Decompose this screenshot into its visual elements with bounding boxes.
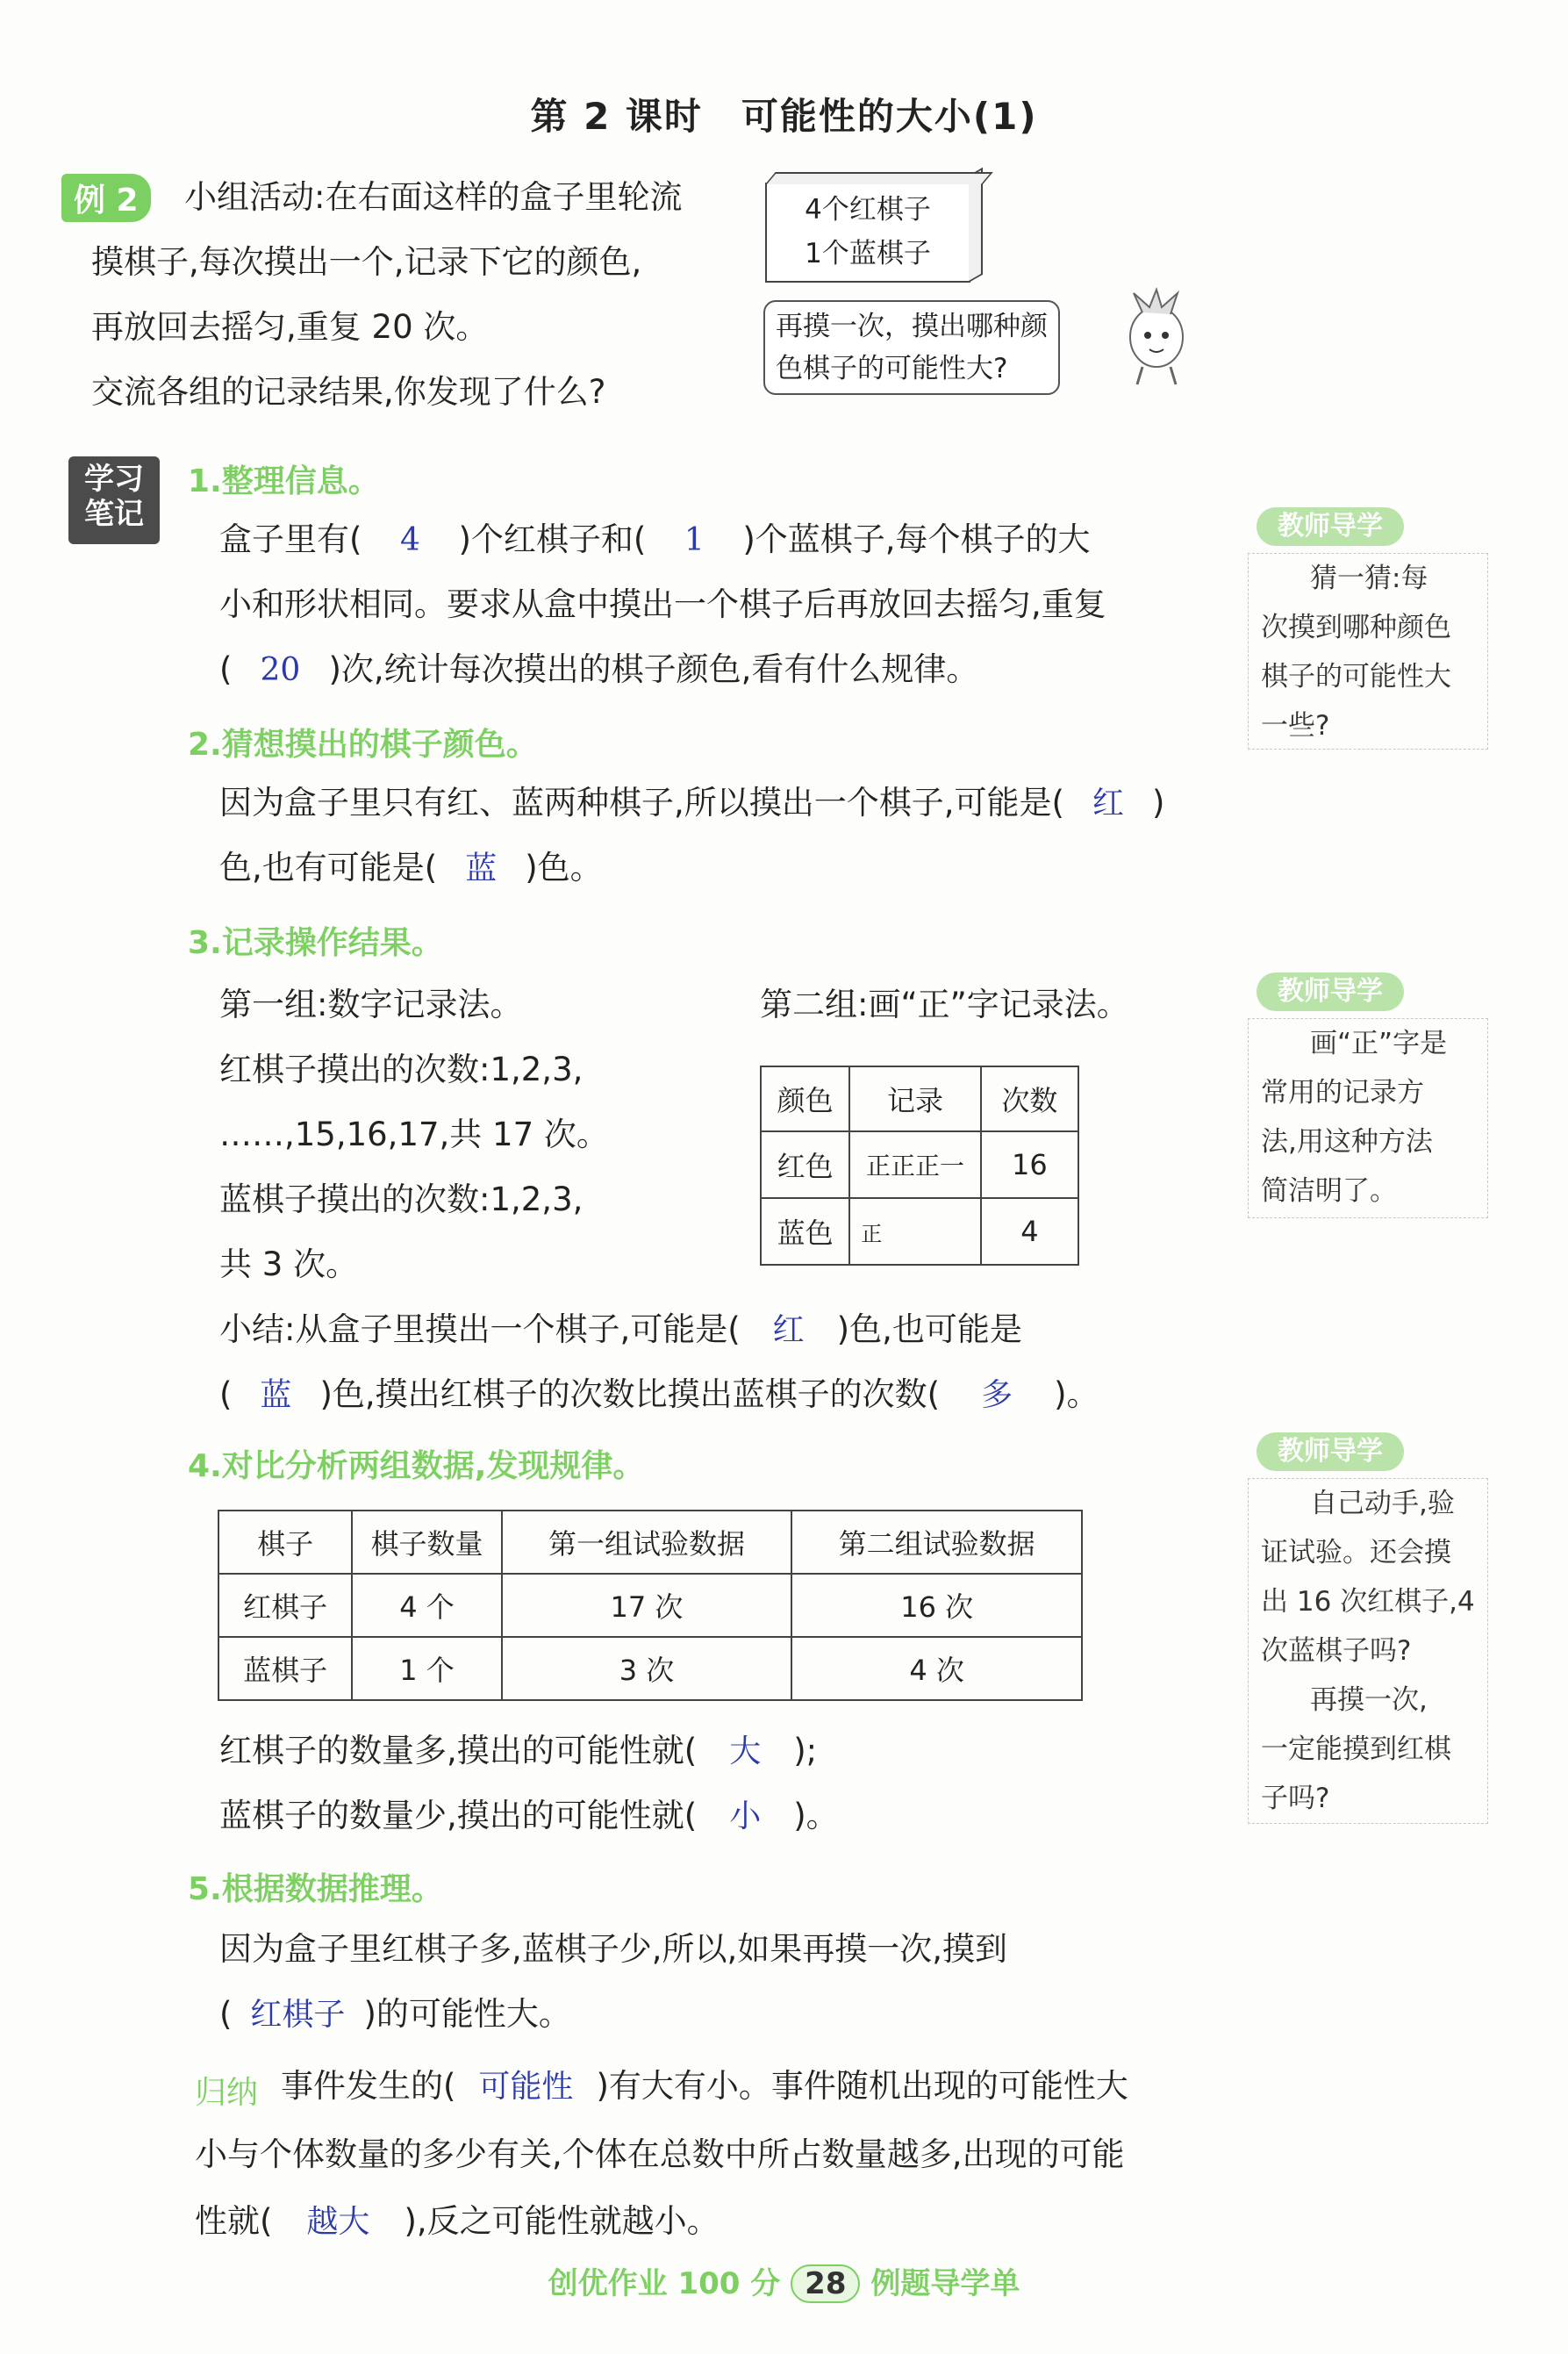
sidebar-2-line: 常用的记录方	[1261, 1077, 1424, 1109]
summary-text: )有大有小。事件随机出现的可能性大	[596, 2067, 1128, 2105]
s1-line-1	[219, 507, 1091, 573]
group-2-label: 第二组:画“正”字记录法。	[760, 986, 1129, 1023]
answer-red: 红	[772, 1312, 805, 1348]
sidebar-tag-1: 教师导学	[1257, 507, 1404, 546]
mascot-icon	[1107, 286, 1204, 391]
s5-text: (	[219, 1995, 233, 2033]
sidebar-box-1	[1248, 553, 1488, 750]
tally-cell: 正	[849, 1198, 980, 1265]
sidebar-3-line: 次蓝棋子吗?	[1261, 1635, 1412, 1667]
tally-cell: 4	[981, 1198, 1078, 1265]
s1-line-2: 小和形状相同。要求从盒中摸出一个棋子后再放回去摇匀,重复	[219, 585, 1106, 623]
tally-header-color: 颜色	[761, 1066, 849, 1131]
s1-line-3	[219, 637, 978, 703]
footer-left: 创优作业 100 分	[548, 2266, 781, 2301]
tally-cell: 16	[981, 1131, 1078, 1198]
tally-cell: 红色	[761, 1131, 849, 1198]
tally-cell: 蓝色	[761, 1198, 849, 1265]
s1-text: (	[219, 650, 233, 688]
s4-text: 蓝棋子的数量少,摸出的可能性就(	[219, 1797, 698, 1834]
sidebar-3-line: 自己动手,验	[1310, 1488, 1455, 1519]
s2-line-1	[219, 771, 1164, 836]
example-line-1: 小组活动:在右面这样的盒子里轮流	[184, 178, 683, 216]
box-top	[765, 172, 993, 184]
s3-text: )色,也可能是	[836, 1310, 1022, 1348]
summary-line-1	[281, 2054, 1128, 2120]
s4-text: 红棋子的数量多,摸出的可能性就(	[219, 1732, 698, 1769]
answer-more: 多	[981, 1377, 1013, 1413]
compare-table	[218, 1510, 1083, 1701]
section-2-head: 2.猜想摸出的棋子颜色。	[188, 727, 538, 763]
sidebar-2-line: 简洁明了。	[1261, 1175, 1397, 1207]
section-5-head: 5.根据数据推理。	[188, 1871, 443, 1907]
s2-text: )	[1151, 784, 1165, 822]
summary-line-2: 小与个体数量的多少有关,个体在总数中所占数量越多,出现的可能	[195, 2135, 1125, 2173]
answer-blue-count: 1	[684, 522, 705, 558]
sidebar-3-line: 出 16 次红棋子,4	[1261, 1586, 1475, 1618]
sidebar-3-line: 再摸一次,	[1310, 1684, 1428, 1716]
s2-text: 色,也有可能是(	[219, 849, 438, 886]
tally-cell: 正正正一	[849, 1131, 980, 1198]
footer	[0, 2259, 1568, 2303]
study-notes-tag	[68, 456, 160, 544]
notes-tag-line-2: 笔记	[84, 497, 144, 532]
box-line-red: 4个红棋子	[805, 194, 931, 226]
sidebar-box-3	[1248, 1478, 1488, 1824]
compare-cell: 4 次	[791, 1637, 1082, 1700]
summary-text: 性就(	[195, 2202, 273, 2240]
box-line-blue: 1个蓝棋子	[805, 238, 931, 269]
s4-text: );	[793, 1732, 818, 1769]
answer-possibility: 可能性	[478, 2069, 574, 2105]
s3-text: (	[219, 1375, 233, 1413]
example-line-3: 再放回去摇匀,重复 20 次。	[91, 308, 489, 346]
s1-text: )个蓝棋子,每个棋子的大	[742, 520, 1091, 558]
compare-cell: 4 个	[352, 1574, 501, 1637]
answer-red-count: 4	[399, 522, 420, 558]
s5-line-1: 因为盒子里红棋子多,蓝棋子少,所以,如果再摸一次,摸到	[219, 1930, 1008, 1968]
compare-cell: 17 次	[502, 1574, 792, 1637]
answer-big: 大	[729, 1733, 762, 1769]
sidebar-3-line: 证试验。还会摸	[1261, 1537, 1451, 1568]
example-line-2: 摸棋子,每次摸出一个,记录下它的颜色,	[91, 243, 642, 281]
bubble-line-2: 色棋子的可能性大?	[776, 353, 1008, 384]
tally-table	[760, 1066, 1079, 1266]
sidebar-2-line: 法,用这种方法	[1261, 1126, 1433, 1158]
box-side	[969, 168, 983, 283]
compare-cell: 1 个	[352, 1637, 501, 1700]
summary-line-3	[195, 2189, 720, 2255]
sidebar-3-line: 子吗?	[1261, 1783, 1330, 1814]
s1-text: )个红棋子和(	[458, 520, 647, 558]
sidebar-box-2	[1248, 1018, 1488, 1218]
sidebar-1-line: 棋子的可能性大	[1261, 661, 1451, 693]
s3-summary-line-1	[219, 1297, 1022, 1363]
summary-tag: 归纳	[195, 2075, 259, 2111]
blue-count-line-1: 蓝棋子摸出的次数:1,2,3,	[219, 1181, 584, 1218]
s5-line-2	[219, 1982, 571, 2048]
answer-red-chess: 红棋子	[250, 1997, 346, 2033]
tally-header-record: 记录	[849, 1066, 980, 1131]
s2-text: )色。	[525, 849, 603, 886]
s3-summary-line-2	[219, 1362, 1099, 1428]
s1-text: 盒子里有(	[219, 520, 362, 558]
sidebar-1-line: 次摸到哪种颜色	[1261, 612, 1451, 643]
compare-header: 棋子数量	[352, 1511, 501, 1574]
s3-text: )色,摸出红棋子的次数比摸出蓝棋子的次数(	[319, 1375, 941, 1413]
page-number: 28	[791, 2264, 860, 2303]
sidebar-1-line: 一些?	[1261, 710, 1330, 742]
answer-repeat: 20	[260, 652, 301, 688]
sidebar-tag-3: 教师导学	[1257, 1432, 1404, 1471]
summary-text: ),反之可能性就越小。	[404, 2202, 720, 2240]
sidebar-3-line: 一定能摸到红棋	[1261, 1733, 1451, 1765]
example-tag: 例 2	[61, 174, 151, 222]
compare-cell: 红棋子	[218, 1574, 352, 1637]
bubble-line-1: 再摸一次，摸出哪种颜	[776, 311, 1048, 342]
s3-text: 小结:从盒子里摸出一个棋子,可能是(	[219, 1310, 741, 1348]
blue-count-line-2: 共 3 次。	[219, 1245, 359, 1283]
s4-line-2	[219, 1783, 839, 1849]
red-count-line-2: ……,15,16,17,共 17 次。	[219, 1116, 609, 1153]
answer-blue: 蓝	[260, 1377, 292, 1413]
section-1-head: 1.整理信息。	[188, 463, 380, 499]
section-4-head: 4.对比分析两组数据,发现规律。	[188, 1448, 645, 1484]
s4-text: )。	[793, 1797, 839, 1834]
answer-bigger: 越大	[306, 2204, 370, 2240]
answer-red: 红	[1092, 786, 1124, 822]
chess-box	[765, 183, 970, 283]
compare-cell: 蓝棋子	[218, 1637, 352, 1700]
red-count-line-1: 红棋子摸出的次数:1,2,3,	[219, 1051, 584, 1088]
sidebar-1-line: 猜一猜:每	[1310, 563, 1428, 594]
compare-cell: 16 次	[791, 1574, 1082, 1637]
summary-text: 事件发生的(	[281, 2067, 456, 2105]
tally-header-count: 次数	[981, 1066, 1078, 1131]
answer-blue: 蓝	[465, 850, 498, 886]
footer-right: 例题导学单	[870, 2266, 1020, 2301]
s2-line-2	[219, 836, 603, 901]
s5-text: )的可能性大。	[363, 1995, 571, 2033]
sidebar-2-line: 画“正”字是	[1310, 1028, 1448, 1059]
compare-header: 棋子	[218, 1511, 352, 1574]
s1-text: )次,统计每次摸出的棋子颜色,看有什么规律。	[328, 650, 979, 688]
s4-line-1	[219, 1719, 817, 1784]
section-3-head: 3.记录操作结果。	[188, 925, 443, 961]
s2-text: 因为盒子里只有红、蓝两种棋子,所以摸出一个棋子,可能是(	[219, 784, 1064, 822]
compare-cell: 3 次	[502, 1637, 792, 1700]
compare-header: 第一组试验数据	[502, 1511, 792, 1574]
example-line-4: 交流各组的记录结果,你发现了什么?	[91, 373, 606, 411]
s3-text: )。	[1054, 1375, 1099, 1413]
sidebar-tag-2: 教师导学	[1257, 972, 1404, 1011]
notes-tag-line-1: 学习	[84, 462, 144, 497]
page-title: 第 2 课时 可能性的大小(1)	[530, 95, 1038, 138]
compare-header: 第二组试验数据	[791, 1511, 1082, 1574]
answer-small: 小	[729, 1798, 762, 1834]
question-bubble	[763, 300, 1060, 395]
group-1-label: 第一组:数字记录法。	[219, 986, 523, 1023]
